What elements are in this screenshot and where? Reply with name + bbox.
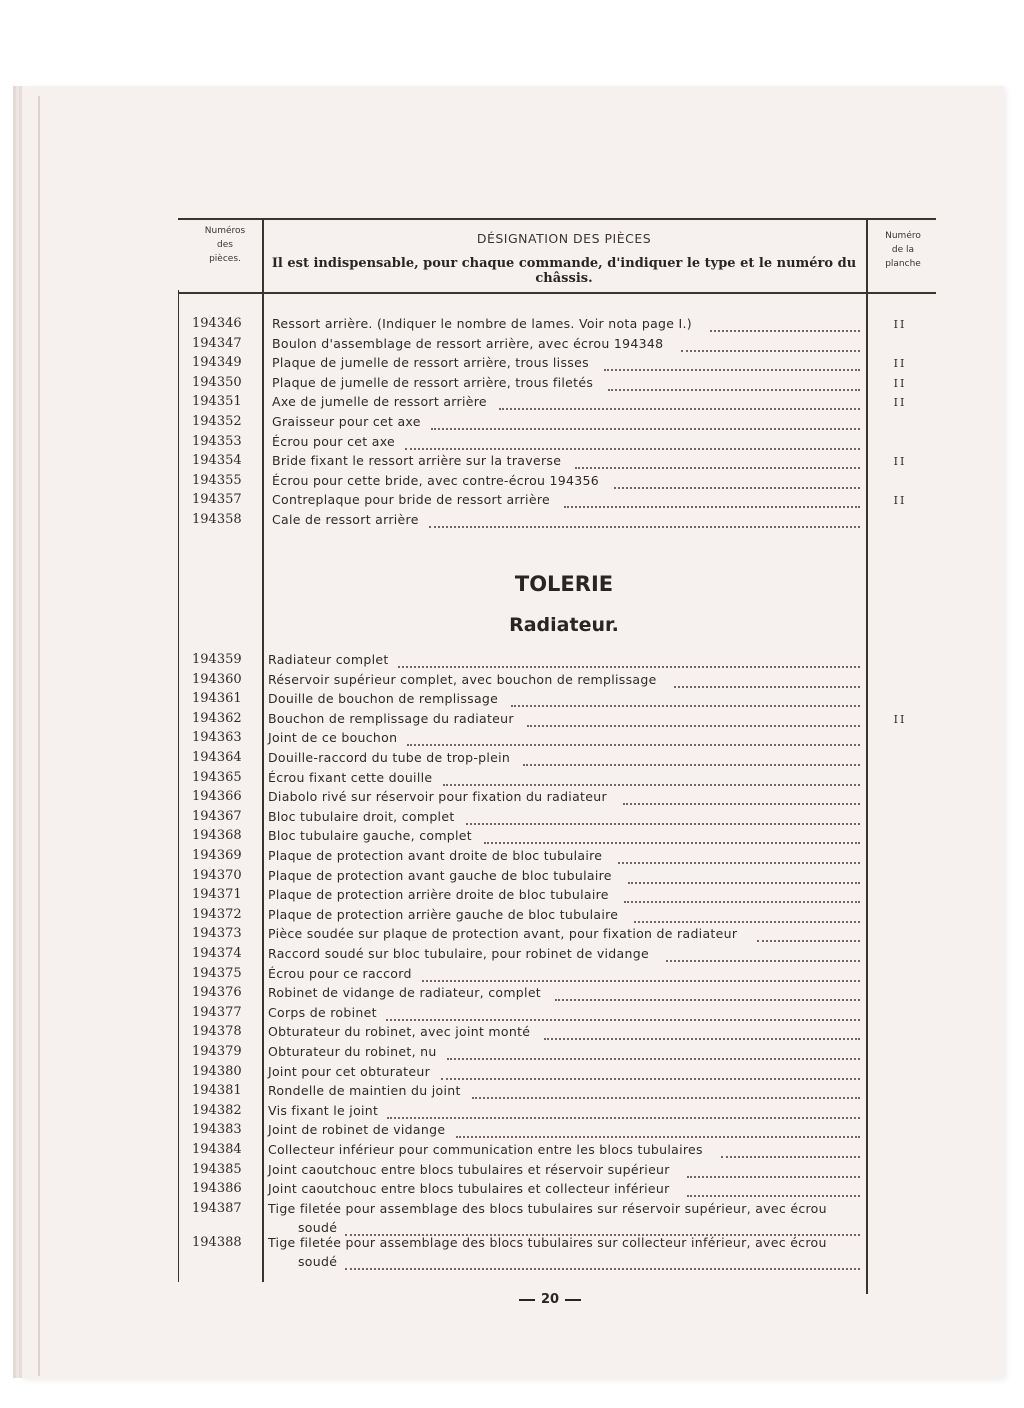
dot-leader [443,784,860,786]
part-number: 194375 [192,965,242,981]
part-number: 194384 [192,1142,242,1157]
page-number [490,1292,610,1307]
part-description: Écrou pour cette bride, avec contre-écrou 194356 [272,472,600,488]
part-description: Plaque de protection avant gauche de bloc tubulaire [268,867,612,883]
part-description: Écrou pour cet axe [272,433,395,449]
part-description: Tige filetée pour assemblage des blocs tubulaires sur réservoir supérieur, avec écrou [268,1200,827,1216]
dot-leader [666,960,860,962]
part-description: Écrou fixant cette douille [268,769,433,785]
part-description: Boulon d'assemblage de ressort arrière, avec écrou 194348 [272,335,664,351]
part-description: Plaque de jumelle de ressort arrière, trous filetés [272,374,594,390]
dot-leader [386,1019,860,1021]
list-item-continuation [0,1254,1024,1274]
list-item [0,1044,1024,1064]
dot-leader [687,1176,860,1178]
dot-leader [604,369,860,371]
dot-leader [575,467,860,469]
list-item [0,848,1024,868]
part-number: 194346 [192,316,242,331]
part-description-continued: soudé [298,1219,338,1235]
part-number: 194380 [192,1063,242,1079]
part-number: 194376 [192,985,242,1001]
dot-leader [614,487,860,489]
dot-leader [447,1058,860,1060]
part-description: Douille-raccord du tube de trop-plein [268,750,511,765]
part-description: Robinet de vidange de radiateur, complet [268,985,542,1001]
part-number: 194379 [192,1044,242,1059]
list-item [0,828,1024,848]
plate-number: II [893,455,907,469]
dot-leader [544,1038,860,1040]
part-number: 194373 [192,926,242,942]
list-item [0,1064,1024,1084]
dot-leader [527,725,860,727]
part-number: 194351 [192,394,242,410]
dot-leader [523,764,860,766]
part-number: 194360 [192,671,242,687]
part-description: Graisseur pour cet axe [272,414,421,429]
part-number: 194386 [192,1181,242,1197]
dot-leader [608,389,860,391]
dot-leader [407,744,860,746]
part-number: 194363 [192,730,242,746]
list-item [0,985,1024,1005]
dot-leader [422,980,860,982]
part-description: Écrou pour ce raccord [268,965,412,981]
list-item [0,770,1024,790]
list-item [0,375,1024,395]
list-item [0,868,1024,888]
dot-leader [555,999,860,1001]
list-item [0,394,1024,414]
list-item [0,512,1024,532]
dot-leader [710,330,860,332]
part-number: 194369 [192,848,242,863]
part-number: 194381 [192,1083,242,1099]
list-item [0,966,1024,986]
list-item [0,691,1024,711]
header-right-line: Numéro [885,231,921,241]
list-item [0,730,1024,750]
plate-number: II [893,376,907,390]
part-number: 194347 [192,335,242,351]
dot-leader [345,1268,860,1270]
header-designation-title: DÉSIGNATION DES PIÈCES [476,231,652,246]
list-item [0,711,1024,731]
dot-leader [681,350,860,352]
list-item [0,926,1024,946]
part-description: Plaque de protection arrière gauche de bloc tubulaire [268,906,619,922]
plate-number: II [893,396,907,410]
dot-leader [429,526,860,528]
part-number: 194365 [192,769,242,785]
part-number: 194354 [192,453,242,469]
section-subtitle: Radiateur. [509,614,619,636]
part-description: Ressort arrière. (Indiquer le nombre de lames. Voir nota page I.) [272,316,692,331]
list-item [0,1162,1024,1182]
part-number: 194372 [192,906,242,922]
part-number: 194366 [192,789,242,805]
part-description: Réservoir supérieur complet, avec bouchon de remplissage [268,671,657,687]
part-description: Joint caoutchouc entre blocs tubulaires et collecteur inférieur [268,1181,670,1197]
part-description: Contreplaque pour bride de ressort arrière [272,492,550,508]
part-description: Vis fixant le joint [268,1102,379,1118]
part-number: 194357 [192,492,242,508]
part-description: Joint de ce bouchon [268,730,398,746]
dot-leader [466,823,860,825]
list-item [0,1103,1024,1123]
part-number: 194370 [192,867,242,883]
part-number: 194368 [192,828,242,844]
part-description: Pièce soudée sur plaque de protection avant, pour fixation de radiateur [268,926,738,942]
part-description: Plaque de jumelle de ressort arrière, trous lisses [272,355,589,371]
dot-leader [431,428,860,430]
dot-leader [628,882,860,884]
dot-leader [674,686,860,688]
part-number: 194361 [192,691,242,707]
part-description: Joint de robinet de vidange [268,1122,446,1138]
dot-leader [387,1117,860,1119]
part-number: 194378 [192,1024,242,1040]
part-number: 194364 [192,750,242,765]
dash-right [565,1299,581,1301]
part-description: Cale de ressort arrière [272,512,419,527]
list-item [0,336,1024,356]
part-description: Douille de bouchon de remplissage [268,691,499,707]
part-number: 194383 [192,1122,242,1138]
part-description: Obturateur du robinet, nu [268,1044,437,1059]
part-description: Tige filetée pour assemblage des blocs tubulaires sur collecteur inférieur, avec écrou [268,1234,827,1250]
part-description: Rondelle de maintien du joint [268,1083,461,1099]
part-number: 194374 [192,946,242,961]
plate-number: II [893,494,907,508]
part-description: Collecteur inférieur pour communication entre les blocs tubulaires [268,1142,703,1157]
list-item [0,907,1024,927]
part-description: Plaque de protection arrière droite de bloc tubulaire [268,887,609,903]
list-item [0,652,1024,672]
header-right-line: planche [885,259,921,269]
list-item [0,492,1024,512]
header-ordering-note: Il est indispensable, pour chaque commande, d'indiquer le type et le numéro du châssis. [271,256,857,286]
list-item [0,1024,1024,1044]
part-description: Bloc tubulaire droit, complet [268,808,455,824]
part-number: 194350 [192,374,242,390]
part-description: Corps de robinet [268,1004,377,1020]
part-description: Bride fixant le ressort arrière sur la traverse [272,453,562,469]
list-item [0,672,1024,692]
dot-leader [623,803,860,805]
header-right-line: de la [891,245,915,255]
dot-leader [687,1195,860,1197]
header-left-line: pièces. [209,254,241,264]
dot-leader [484,842,860,844]
dot-leader [456,1136,860,1138]
list-item [0,1122,1024,1142]
part-number: 194377 [192,1004,242,1020]
list-item [0,316,1024,336]
dot-leader [511,705,860,707]
part-description: Joint pour cet obturateur [268,1063,431,1079]
part-description: Bouchon de remplissage du radiateur [268,710,514,726]
part-description: Axe de jumelle de ressort arrière [272,394,487,410]
list-item [0,473,1024,493]
dot-leader [757,940,860,942]
list-item [0,1083,1024,1103]
dot-leader [398,666,860,668]
page-number-value: 20 [540,1292,560,1307]
part-number: 194359 [192,652,242,667]
list-item [0,887,1024,907]
part-description: Diabolo rivé sur réservoir pour fixation du radiateur [268,789,607,805]
dot-leader [721,1156,860,1158]
section-title: TOLERIE [514,572,614,596]
list-item [0,453,1024,473]
dot-leader [472,1097,860,1099]
header-plate-number [870,229,936,271]
dot-leader [618,862,860,864]
part-number: 194352 [192,414,242,429]
list-item [0,434,1024,454]
dot-leader [499,408,860,410]
list-item [0,789,1024,809]
list-item [0,1005,1024,1025]
list-item [0,1142,1024,1162]
part-description: Bloc tubulaire gauche, complet [268,828,473,844]
dot-leader [624,901,860,903]
list-item [0,809,1024,829]
part-description: Raccord soudé sur bloc tubulaire, pour robinet de vidange [268,946,649,961]
part-number: 194371 [192,887,242,903]
plate-number: II [893,318,907,331]
dash-left [519,1299,535,1301]
part-description: Radiateur complet [268,652,389,667]
header-left-line: des [217,240,233,250]
list-item [0,414,1024,434]
list-item [0,750,1024,770]
list-item [0,1201,1024,1221]
part-number: 194388 [192,1234,242,1250]
part-number: 194387 [192,1200,242,1216]
part-number: 194385 [192,1161,242,1177]
part-number: 194353 [192,433,242,449]
part-number: 194367 [192,808,242,824]
list-item [0,1181,1024,1201]
list-item [0,1235,1024,1255]
part-description: Obturateur du robinet, avec joint monté [268,1024,531,1040]
part-number: 194358 [192,512,242,527]
part-number: 194349 [192,355,242,371]
plate-number: II [893,712,907,726]
plate-number: II [893,357,907,371]
part-description: Joint caoutchouc entre blocs tubulaires et réservoir supérieur [268,1161,670,1177]
dot-leader [564,506,860,508]
part-number: 194382 [192,1102,242,1118]
header-left-line: Numéros [204,226,246,236]
list-item [0,355,1024,375]
dot-leader [441,1078,860,1080]
part-number: 194362 [192,710,242,726]
part-description: Plaque de protection avant droite de bloc tubulaire [268,848,603,863]
header-part-numbers [190,224,260,266]
dot-leader [634,921,860,923]
dot-leader [405,448,860,450]
part-description-continued: soudé [298,1253,338,1269]
list-item [0,946,1024,966]
part-number: 194355 [192,472,242,488]
